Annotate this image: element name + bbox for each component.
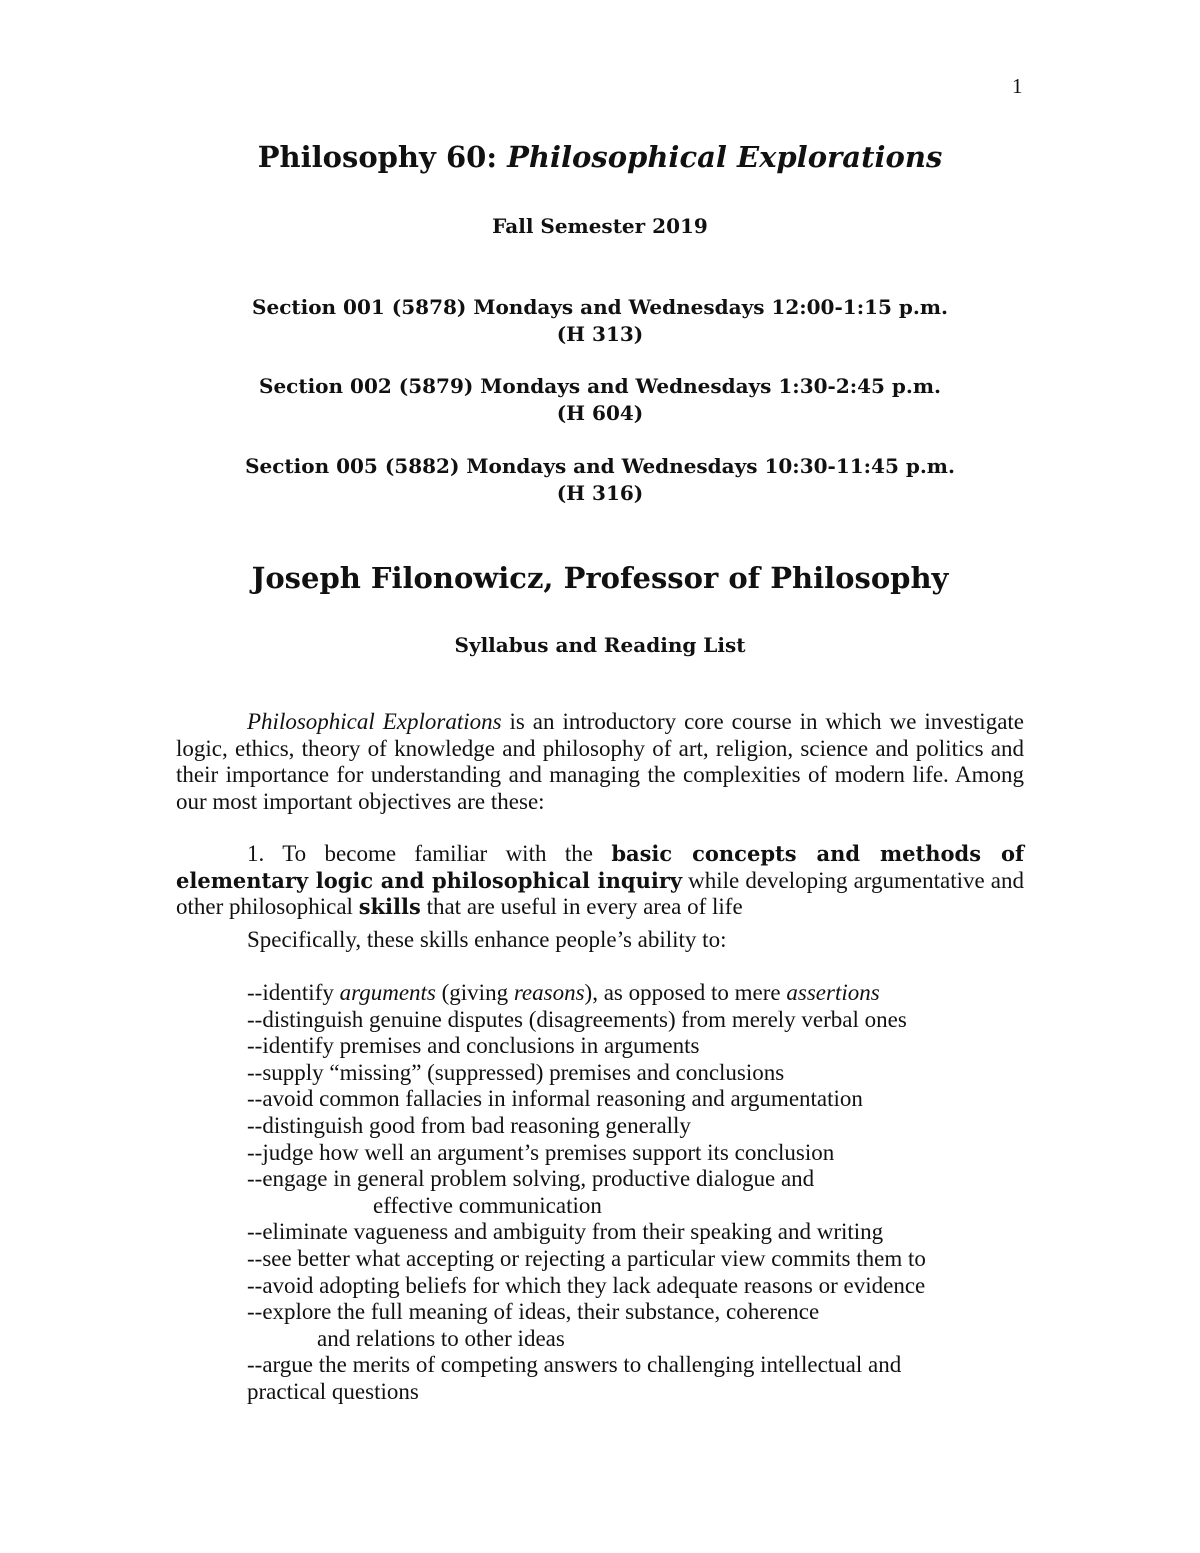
skill-text: ), as opposed to mere — [584, 980, 787, 1005]
skill-term: assertions — [786, 980, 880, 1005]
skill-line: --engage in general problem solving, productive dialogue and — [247, 1166, 815, 1192]
professor-heading: Joseph Filonowicz, Professor of Philosophy — [251, 561, 949, 595]
intro-paragraph — [176, 709, 1024, 815]
skills-list — [247, 980, 1037, 1406]
objective-mid: while developing argumentative and other philosophical — [176, 867, 1024, 919]
section-room: (H 316) — [556, 481, 644, 505]
course-title-italic: Philosophical Explorations — [507, 140, 943, 174]
skill-item: --supply “missing” (suppressed) premises and conclusions — [247, 1059, 785, 1085]
objective-tail: that are useful in every area of life — [420, 894, 743, 919]
objective-1 — [176, 841, 1024, 921]
skill-item: --distinguish genuine disputes (disagreements) from merely verbal ones — [247, 1006, 907, 1032]
skill-item: --eliminate vagueness and ambiguity from their speaking and writing — [247, 1219, 884, 1245]
skill-item: --see better what accepting or rejecting a particular view commits them to — [247, 1245, 926, 1271]
skill-item: --avoid adopting beliefs for which they lack adequate reasons or evidence — [247, 1272, 926, 1298]
skill-text: --identify — [247, 980, 340, 1005]
objective-skills-emphasis: skills — [358, 894, 421, 919]
section-001 — [0, 294, 1200, 348]
skill-item — [247, 980, 1037, 1007]
skill-line: --explore the full meaning of ideas, their substance, coherence — [247, 1299, 820, 1325]
skill-item: --distinguish good from bad reasoning generally — [247, 1112, 691, 1138]
intro-text: is an introductory core course in which we investigate logic, ethics, theory of knowledge and philosophy of art, religion, science and politics and their importance for understanding and managing the complexities of modern life. Among our most important objectives are these: — [176, 709, 1025, 814]
skill-continuation: effective communication — [373, 1192, 602, 1218]
section-line: Section 002 (5879) Mondays and Wednesdays 1:30-2:45 p.m. — [259, 374, 941, 398]
skill-continuation: and relations to other ideas — [317, 1325, 565, 1351]
skill-line: --argue the merits of competing answers to challenging intellectual and — [247, 1352, 902, 1378]
objective-lead: 1. To become familiar with the — [247, 841, 612, 866]
semester: Fall Semester 2019 — [492, 214, 708, 238]
page-number: 1 — [1012, 74, 1023, 98]
skill-item — [247, 1166, 1037, 1219]
course-title-prefix: Philosophy 60: — [257, 140, 508, 174]
section-room: (H 313) — [556, 322, 644, 346]
skill-term: arguments — [339, 980, 436, 1005]
syllabus-heading: Syllabus and Reading List — [454, 633, 746, 657]
section-005 — [0, 453, 1200, 507]
skill-item — [247, 1299, 1037, 1352]
section-line: Section 005 (5882) Mondays and Wednesdays 10:30-11:45 p.m. — [245, 454, 955, 478]
skill-text: (giving — [435, 980, 514, 1005]
section-002 — [0, 373, 1200, 427]
objective-emphasis: basic concepts and methods of elementary logic and philosophical inquiry — [176, 841, 1024, 893]
skill-continuation: practical questions — [247, 1378, 419, 1404]
course-title — [0, 140, 1200, 174]
section-line: Section 001 (5878) Mondays and Wednesdays 12:00-1:15 p.m. — [252, 295, 948, 319]
section-room: (H 604) — [556, 401, 644, 425]
skills-intro: Specifically, these skills enhance people’s ability to: — [247, 927, 727, 952]
intro-course-name: Philosophical Explorations — [247, 709, 502, 734]
skill-term: reasons — [513, 980, 585, 1005]
skill-item: --judge how well an argument’s premises support its conclusion — [247, 1139, 835, 1165]
skill-item — [247, 1352, 1037, 1405]
skill-item: --identify premises and conclusions in arguments — [247, 1033, 700, 1059]
skill-item: --avoid common fallacies in informal reasoning and argumentation — [247, 1086, 863, 1112]
